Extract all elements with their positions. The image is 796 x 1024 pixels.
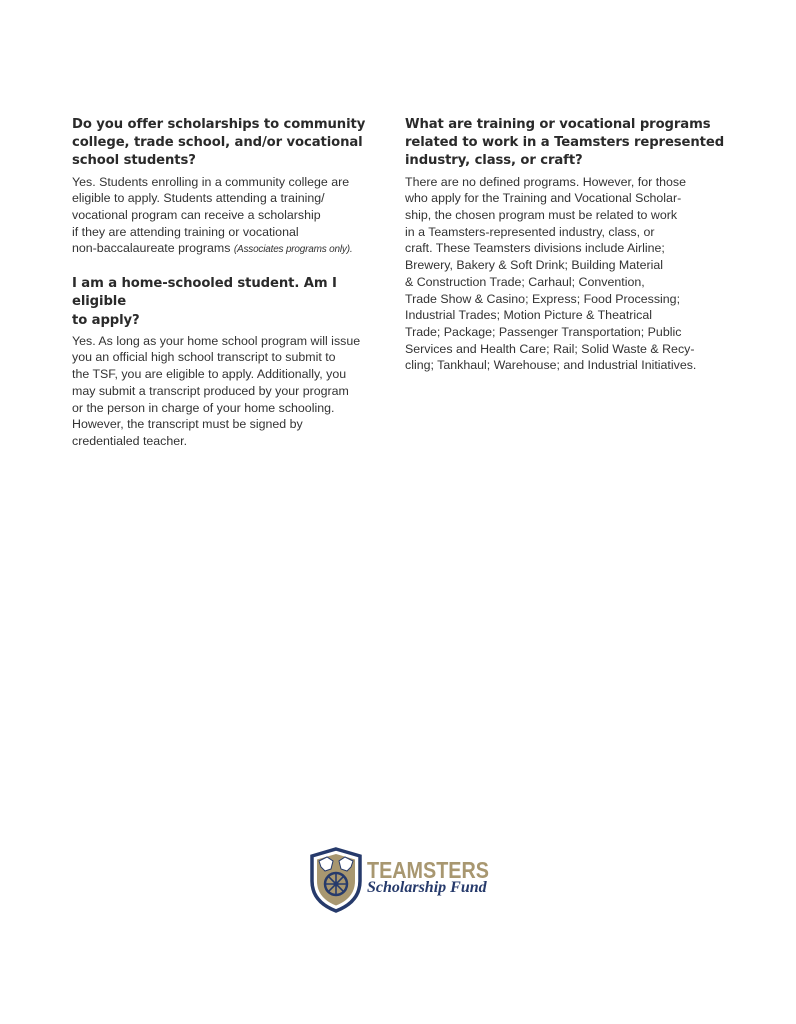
- answer-line: eligible to apply. Students attending a training/: [72, 191, 325, 206]
- answer-line: who apply for the Training and Vocational Scholar-: [405, 191, 682, 206]
- logo-subtitle: Scholarship Fund: [367, 879, 487, 896]
- answer-line: the TSF, you are eligible to apply. Additionally, you: [72, 367, 347, 382]
- answer-line: or the person in charge of your home schooling.: [72, 400, 335, 415]
- faq-home-schooled: [72, 275, 392, 450]
- question-line: to apply?: [72, 312, 140, 328]
- question-line: college, trade school, and/or vocational: [72, 135, 363, 151]
- answer-line: Trade; Package; Passenger Transportation; Public: [405, 324, 682, 339]
- question-line: industry, class, or craft?: [405, 153, 583, 169]
- shield-emblem-icon: [309, 847, 363, 913]
- faq-answer-community-college: [72, 174, 392, 260]
- left-column: [72, 116, 392, 450]
- faq-question-home-schooled: [72, 275, 392, 330]
- faq-answer-home-schooled: [72, 333, 392, 450]
- question-line: What are training or vocational programs: [405, 117, 711, 132]
- faq-question-vocational-programs: [405, 116, 727, 171]
- answer-line: Industrial Trades; Motion Picture & Theatrical: [405, 308, 653, 323]
- question-line: related to work in a Teamsters represented: [405, 135, 725, 151]
- teamsters-scholarship-fund-logo: [309, 847, 491, 913]
- answer-line: if they are attending training or vocational: [72, 224, 299, 239]
- answer-line: credentialed teacher.: [72, 433, 188, 448]
- answer-line: non-baccalaureate programs: [72, 241, 231, 256]
- answer-line: vocational program can receive a scholarship: [72, 208, 321, 223]
- answer-line: may submit a transcript produced by your program: [72, 383, 349, 398]
- question-line: Do you offer scholarships to community: [72, 117, 366, 132]
- answer-line: Yes. Students enrolling in a community college are: [72, 174, 350, 189]
- question-line: I am a home-schooled student. Am I eligible: [72, 276, 337, 310]
- answer-line: Services and Health Care; Rail; Solid Waste & Recy-: [405, 341, 695, 356]
- faq-answer-vocational-programs: [405, 174, 727, 374]
- faq-vocational-programs: [405, 116, 727, 374]
- logo-title: TEAMSTERS: [367, 857, 489, 883]
- associates-note: (Associates programs only).: [233, 244, 353, 256]
- answer-line: cling; Tankhaul; Warehouse; and Industrial Initiatives.: [405, 358, 697, 373]
- answer-line: However, the transcript must be signed by: [72, 417, 303, 432]
- answer-line-with-note: [72, 240, 392, 259]
- faq-community-college: [72, 116, 392, 259]
- answer-line: ship, the chosen program must be related to work: [405, 208, 678, 223]
- answer-line: you an official high school transcript to submit to: [72, 350, 336, 365]
- answer-line: in a Teamsters-represented industry, class, or: [405, 224, 655, 239]
- right-column: [405, 116, 727, 374]
- answer-line: & Construction Trade; Carhaul; Convention,: [405, 274, 645, 289]
- answer-line: Yes. As long as your home school program will issue: [72, 333, 361, 348]
- answer-line: There are no defined programs. However, for those: [405, 174, 687, 189]
- answer-line: craft. These Teamsters divisions include Airline;: [405, 241, 665, 256]
- answer-line: Trade Show & Casino; Express; Food Processing;: [405, 291, 681, 306]
- faq-question-community-college: [72, 116, 392, 171]
- question-line: school students?: [72, 153, 196, 169]
- answer-line: Brewery, Bakery & Soft Drink; Building Material: [405, 258, 664, 273]
